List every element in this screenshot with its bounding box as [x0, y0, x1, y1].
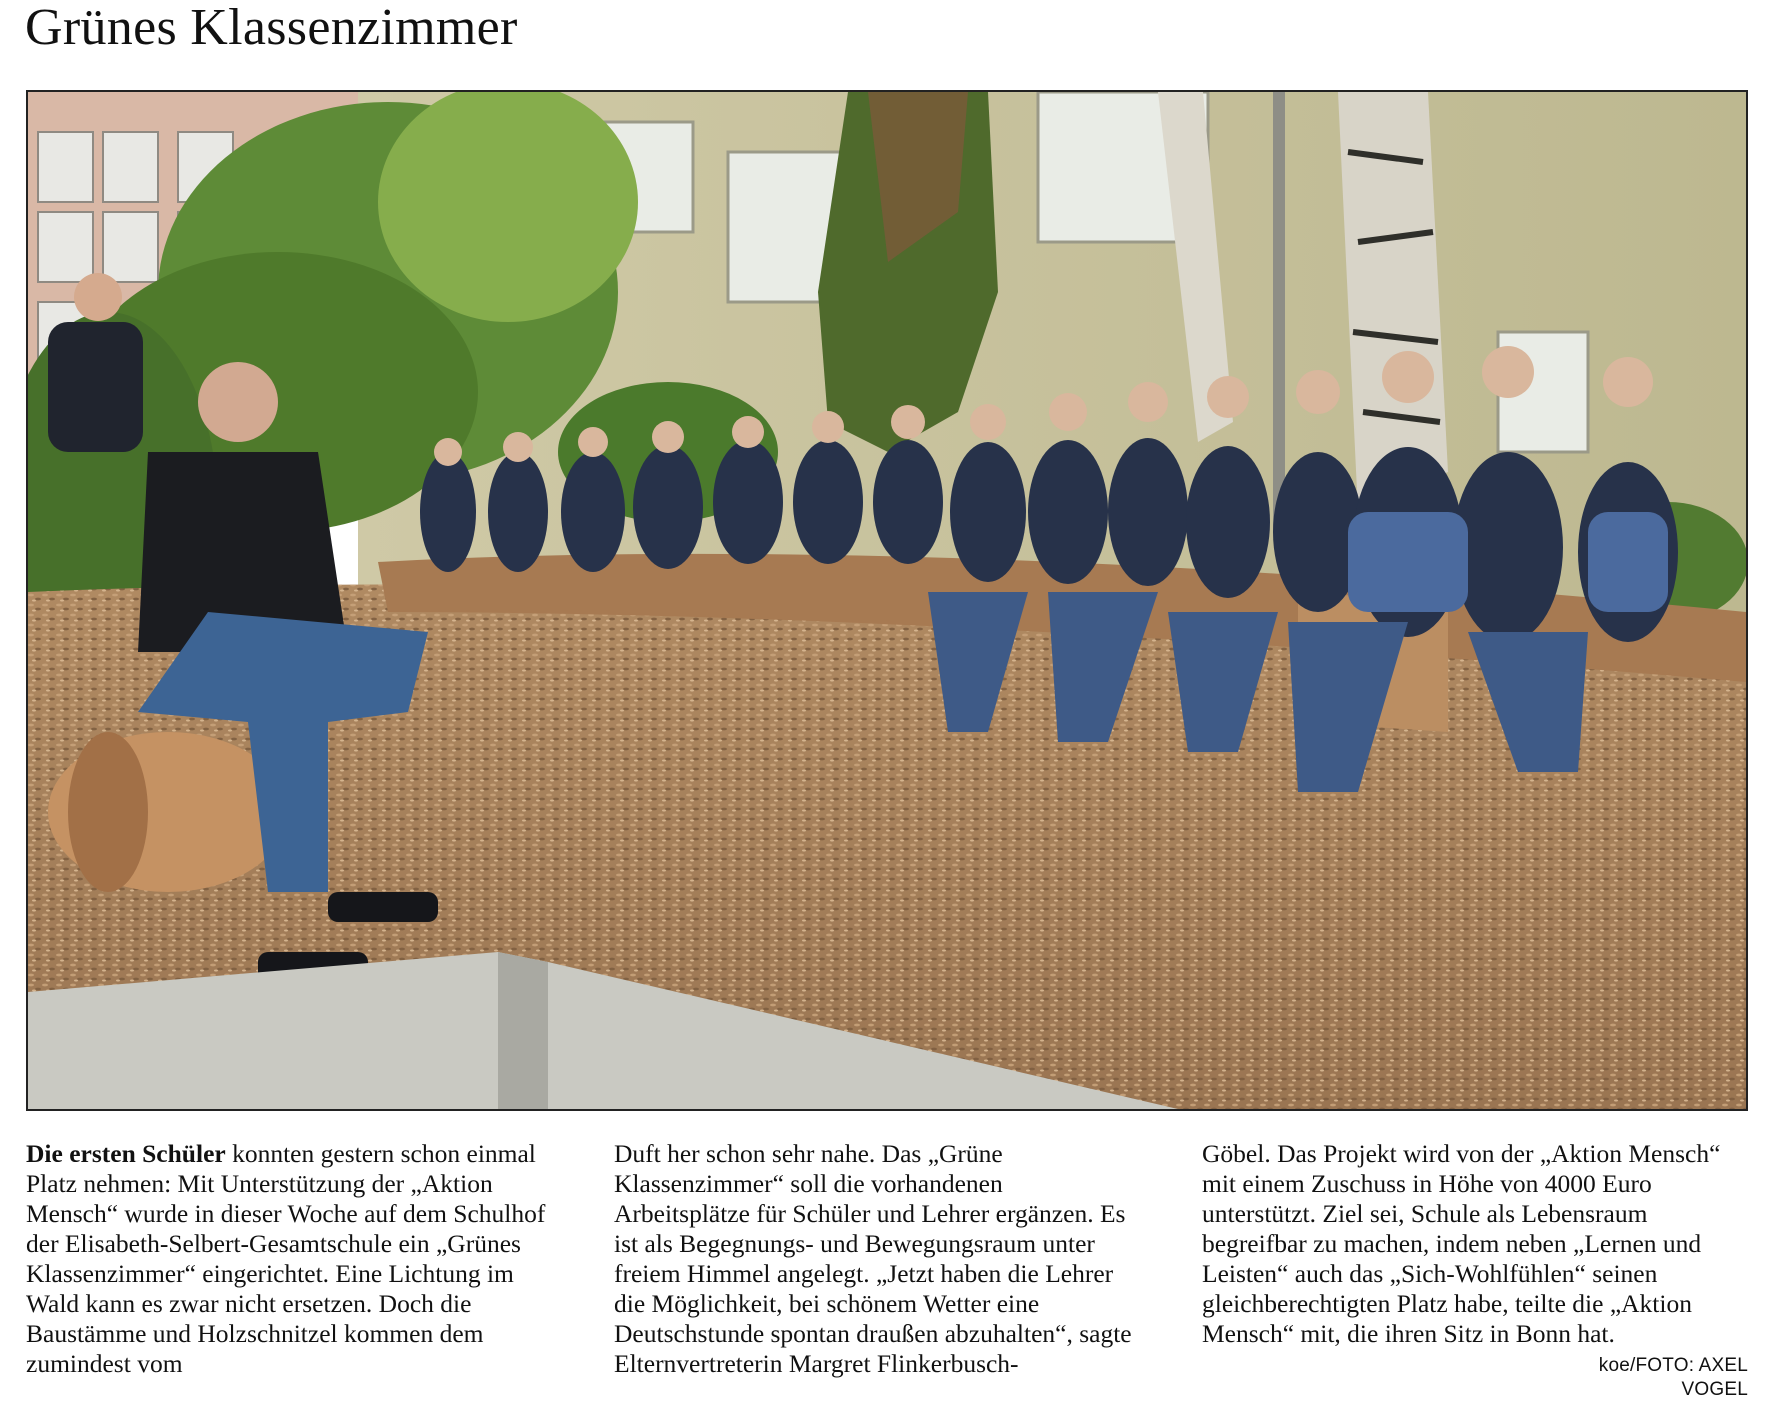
photo-credit: koe/FOTO: AXEL VOGEL [1598, 1355, 1748, 1400]
article-column-1 [26, 1139, 546, 1379]
article-paragraph-2: Duft her schon sehr nahe. Das „Grüne Klassenzimmer“ soll die vorhandenen Arbeitsplätze für Schüler und Lehrer ergänzen. Es ist als Begegnungs- und Bewegungsraum unter freiem Himmel angelegt. „Jetzt haben die Lehrer die Möglichkeit, bei schönem Wetter eine Deutschstunde spontan draußen abzuhalten“, sagte Elternvertreterin Margret Flinkerbusch- [614, 1139, 1132, 1378]
article-photo [26, 90, 1748, 1111]
column-text: konnten gestern schon einmal Platz nehmen: Mit Unterstützung der „Aktion Mensch“ wurde in dieser Woche auf dem Schulhof der Elisabeth-Selbert-Gesamtschule ein „Grünes Klassenzimmer“ eingerichtet. Eine Lichtung im Wald kann es zwar nicht ersetzen. Doch die Baustämme und Holzschnitzel kommen dem zumindest vom [26, 1139, 546, 1378]
lead-phrase: Die ersten Schüler [26, 1139, 226, 1168]
article-paragraph-3: Göbel. Das Projekt wird von der „Aktion Mensch“ mit einem Zuschuss in Höhe von 4000 Euro unterstützt. Ziel sei, Schule als Lebensraum begreifbar zu machen, indem neben „Lernen und Leisten“ auch das „Sich-Wohlfühlen“ seinen gleichberechtigten Platz habe, teilte die „Aktion Mensch“ mit, die ihren Sitz in Bonn hat. [1202, 1139, 1721, 1348]
article-column-2 [614, 1139, 1134, 1379]
article-paragraph-1 [26, 1139, 546, 1379]
headline: Grünes Klassenzimmer [25, 0, 518, 56]
article-column-3 [1202, 1139, 1748, 1349]
